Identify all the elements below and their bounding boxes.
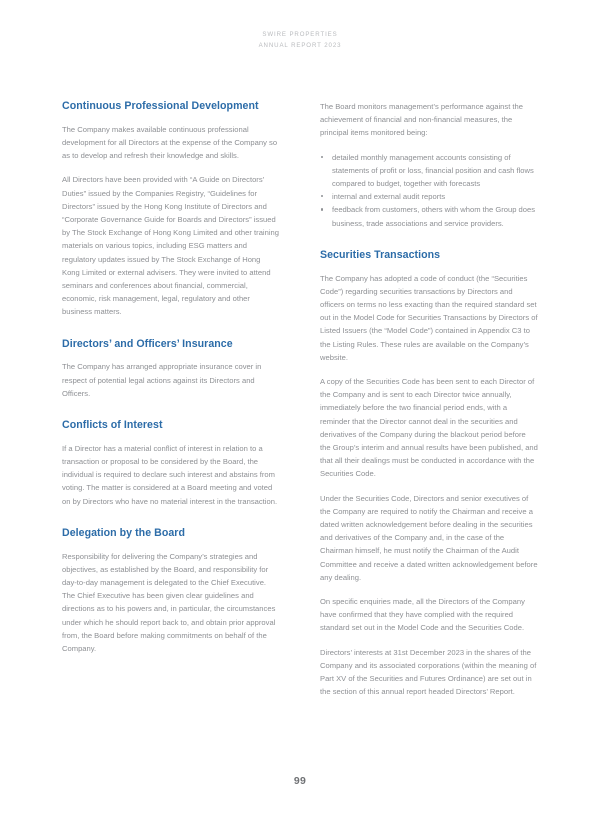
running-header (0, 30, 600, 51)
list-item-label: detailed monthly management accounts consisting of statements of profit or loss, financial position and cash flows compared to budget, together with forecasts (332, 152, 534, 189)
paragraph-delegation-1: Responsibility for delivering the Company’s strategies and objectives, as established by the Board, and responsibility for day-to-day management is delegated to the Chief Executive. The Chief Executive has been given clear guidelines and directions as to his powers and, in particular, the circumstances under which he should report back to, and obtain prior approval from, the Board before making commitments on behalf of the Company. (62, 551, 276, 653)
paragraph-securities-2: A copy of the Securities Code has been sent to each Director of the Company and is sent to each Director twice annually, immediately before the two financial period ends, with a reminder that the Director cannot deal in the securities and derivatives of the Company during the blackout period before the Group’s interim and annual results have been published, and that all their dealings must be conducted in accordance with the Securities Code. (320, 377, 538, 479)
paragraph-cpd-2: All Directors have been provided with “A Guide on Directors’ Duties” issued by the Companies Registry, “Guidelines for Directors” issued by the Hong Kong Institute of Directors and “Corporate Governance Guide for Boards and Directors” issued by The Stock Exchange of Hong Kong Limited and other training materials on various topics, including ESG matters and regulatory updates issued by The Stock Exchange of Hong Kong Limited or external advisers. They were invited to attend seminars and conferences about financial, commercial, economic, risk management, legal, regulatory and other business matters. (62, 175, 280, 317)
paragraph-securities-4: On specific enquiries made, all the Directors of the Company have confirmed that they have complied with the required standard set out in the Model Code and the Securities Code. (320, 597, 525, 633)
monitored-items-list (320, 151, 538, 230)
paragraph-insurance-1: The Company has arranged appropriate insurance cover in respect of potential legal actions against its Directors and Officers. (62, 362, 262, 398)
paragraph-monitoring-intro: The Board monitors management’s performance against the achievement of financial and non-financial measures, the principal items monitored being: (320, 102, 524, 138)
running-header-line-2: ANNUAL REPORT 2023 (258, 41, 342, 49)
list-item-label: internal and external audit reports (332, 192, 446, 202)
page-number: 99 (293, 775, 307, 787)
right-column (320, 100, 538, 698)
paragraph-securities-1: The Company has adopted a code of conduct (the “Securities Code”) regarding securities transactions by Directors and officers on terms no less exacting than the required standard set out in the Model Code for Securities Transactions by Directors of Listed Issuers (the “Model Code”) contained in Appendix C3 to the Listing Rules. These rules are available on the Company’s website. (320, 273, 538, 362)
paragraph-securities-3: Under the Securities Code, Directors and senior executives of the Company are required to notify the Chairman and receive a dated written acknowledgement before dealing in the securities and derivatives of the Company and, in the case of the Chairman himself, he must notify the Chairman of the Audit Committee and receive a dated written acknowledgement before any dealing. (320, 493, 538, 582)
heading-continuous-professional-development: Continuous Professional Development (62, 100, 259, 112)
list-item (320, 190, 538, 203)
body-columns (62, 100, 538, 698)
paragraph-directors-interests: Directors’ interests at 31st December 2023 in the shares of the Company and its associated corporations (within the meaning of Part XV of the Securities and Futures Ordinance) are set out in the section of this annual report headed Directors’ Report. (320, 647, 537, 697)
paragraph-cpd-1: The Company makes available continuous professional development for all Directors at the expense of the Company so as to develop and refresh their knowledge and skills. (62, 124, 278, 161)
bullet-icon (321, 195, 323, 197)
heading-conflicts-of-interest: Conflicts of Interest (62, 418, 163, 431)
running-header-line-1: SWIRE PROPERTIES (262, 31, 338, 38)
list-item-label: feedback from customers, others with whom the Group does business, trade associations and service providers. (332, 205, 536, 228)
heading-delegation-by-the-board: Delegation by the Board (62, 526, 185, 539)
list-item (320, 203, 538, 229)
heading-directors-officers-insurance: Directors’ and Officers’ Insurance (62, 337, 233, 350)
heading-securities-transactions: Securities Transactions (320, 248, 441, 261)
left-column (62, 100, 280, 698)
list-item (320, 151, 538, 191)
bullet-icon (321, 156, 323, 158)
paragraph-conflicts-1: If a Director has a material conflict of interest in relation to a transaction or proposal to be considered by the Board, the individual is required to declare such interest and abstains from voting. The matter is considered at a Board meeting and voted on by Directors who have no material interest in the transaction. (62, 443, 278, 506)
bullet-icon (321, 208, 323, 210)
